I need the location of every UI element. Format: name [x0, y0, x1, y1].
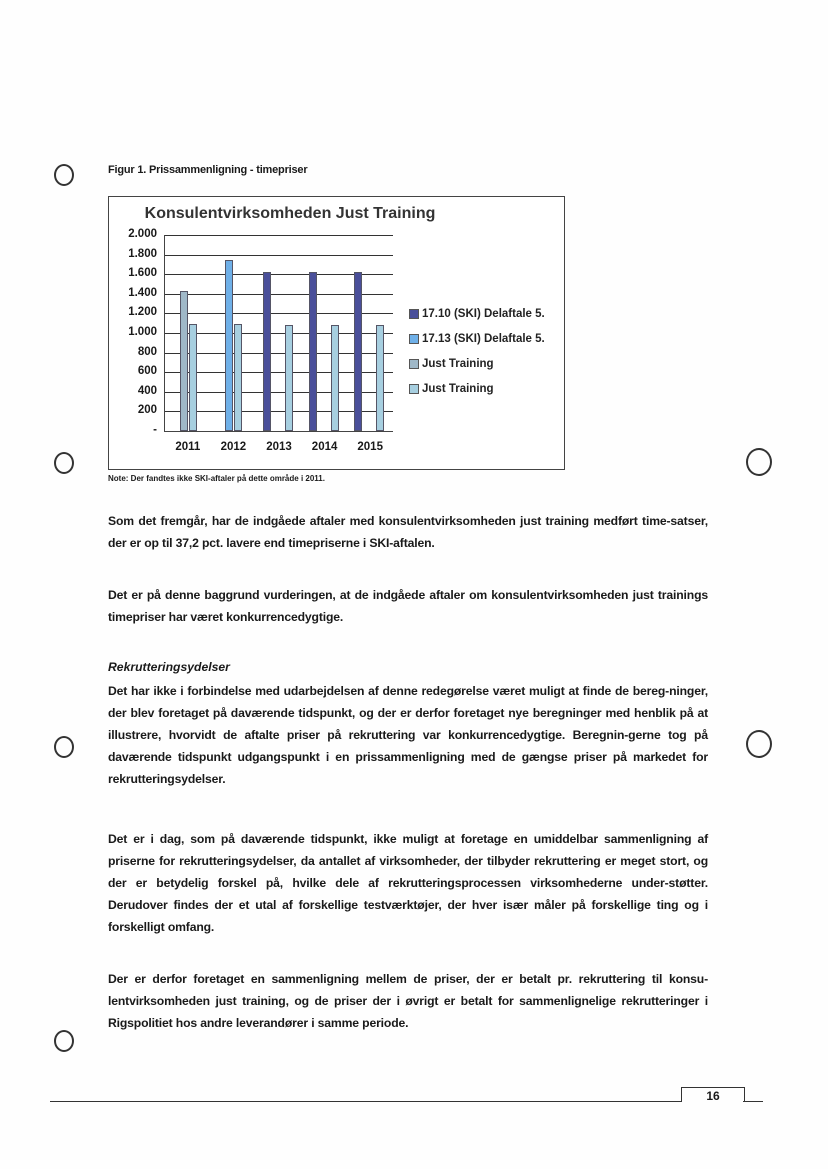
bar-2014-series-0: [309, 272, 317, 431]
legend-item: [409, 326, 545, 351]
legend-label: 17.13 (SKI) Delaftale 5.: [422, 332, 545, 345]
legend-item: [409, 301, 545, 326]
plot-area: [128, 228, 393, 453]
legend-label: Just Training: [422, 382, 494, 395]
legend-label: 17.10 (SKI) Delaftale 5.: [422, 307, 545, 320]
x-tick-label: 2013: [266, 441, 292, 453]
page-number: 16: [681, 1087, 745, 1102]
figure-caption: Figur 1. Prissammenligning - timepriser: [108, 164, 308, 176]
bar-2011-series-2: [180, 291, 188, 431]
legend-item: [409, 351, 545, 376]
paragraph-5: Der er derfor foretaget en sammenligning mellem de priser, der er betalt pr. rekruttering til konsu-lentvirksomheden just training, og de priser der i øvrigt er betalt for sammenlignelige rekrutteringer i Rigspolitiet hos andre leverandører i samme periode.: [108, 972, 708, 1030]
y-tick-label: 1.200: [128, 306, 157, 319]
legend-item: [409, 376, 545, 401]
y-tick-label: 200: [137, 404, 157, 417]
footer-rule: [743, 1101, 763, 1102]
punch-hole-icon: [54, 1030, 74, 1052]
paragraph-2: Det er på denne baggrund vurderingen, at de indgåede aftaler om konsulentvirksomheden just trainings timepriser har været konkurrencedygtige.: [108, 588, 708, 624]
y-tick-label: -: [153, 424, 157, 436]
x-tick-label: 2011: [175, 441, 201, 453]
paragraph-3: Det har ikke i forbindelse med udarbejdelsen af denne redegørelse været muligt at finde de bereg-ninger, der blev foretaget på daværende tidspunkt, og der er derfor foretaget nye beregninger med henblik på at illustrere, hvorvidt de aftalte priser på rekruttering var konkurrencedygtige. Beregnin-gerne tog på daværende tidspunkt udgangspunkt i en prissammenligning med de gængse priser på markedet for rekrutteringsydelser.: [108, 684, 708, 786]
y-tick-label: 2.000: [128, 228, 157, 240]
bar-2014-series-3: [331, 325, 339, 431]
bar-2012-series-3: [234, 324, 242, 431]
bar-2013-series-0: [263, 272, 271, 431]
x-tick-label: 2014: [311, 441, 338, 453]
bar-2013-series-3: [285, 325, 293, 431]
legend-swatch-icon: [409, 359, 419, 369]
x-tick-label: 2015: [357, 441, 383, 453]
section-heading: Rekrutteringsydelser: [108, 660, 230, 674]
y-tick-label: 1.000: [128, 326, 157, 338]
legend-label: Just Training: [422, 357, 494, 370]
bar-2011-series-3: [189, 324, 197, 431]
y-tick-label: 800: [137, 345, 157, 358]
gridline: [165, 235, 393, 236]
y-tick-label: 1.600: [128, 267, 157, 280]
punch-hole-icon: [746, 448, 772, 476]
y-tick-label: 1.400: [128, 286, 157, 299]
paragraph-1: Som det fremgår, har de indgåede aftaler med konsulentvirksomheden just training medført time-satser, der er op til 37,2 pct. lavere end timepriserne i SKI-aftalen.: [108, 514, 708, 550]
figure-note: Note: Der fandtes ikke SKI-aftaler på dette område i 2011.: [108, 474, 325, 483]
bar-2015-series-0: [354, 272, 362, 431]
bar-chart: [108, 196, 565, 470]
legend-swatch-icon: [409, 334, 419, 344]
legend-swatch-icon: [409, 384, 419, 394]
bar-2012-series-1: [225, 260, 233, 431]
y-tick-label: 1.800: [128, 247, 157, 260]
chart-legend: [409, 301, 545, 401]
bar-2015-series-3: [376, 325, 384, 431]
punch-hole-icon: [54, 164, 74, 186]
punch-hole-icon: [54, 452, 74, 474]
punch-hole-icon: [746, 730, 772, 758]
legend-swatch-icon: [409, 309, 419, 319]
paragraph-4: Det er i dag, som på daværende tidspunkt, ikke muligt at foretage en umiddelbar sammenligning af priserne for rekrutteringsydelser, da antallet af virksomheder, der tilbyder rekruttering er meget stort, og der er betydelig forskel på, hvilke dele af rekrutteringsprocessen virksomhederne under-støtter. Derudover findes der et utal af forskellige testværktøjer, der hver især måler på forskellige ting og i forskelligt omfang.: [108, 832, 708, 934]
x-tick-label: 2012: [220, 441, 247, 453]
y-tick-label: 600: [137, 365, 157, 378]
chart-title: Konsulentvirksomheden Just Training: [144, 205, 436, 222]
y-tick-label: 400: [137, 384, 157, 397]
footer-rule: [50, 1101, 681, 1102]
gridline: [165, 255, 393, 256]
punch-hole-icon: [54, 736, 74, 758]
